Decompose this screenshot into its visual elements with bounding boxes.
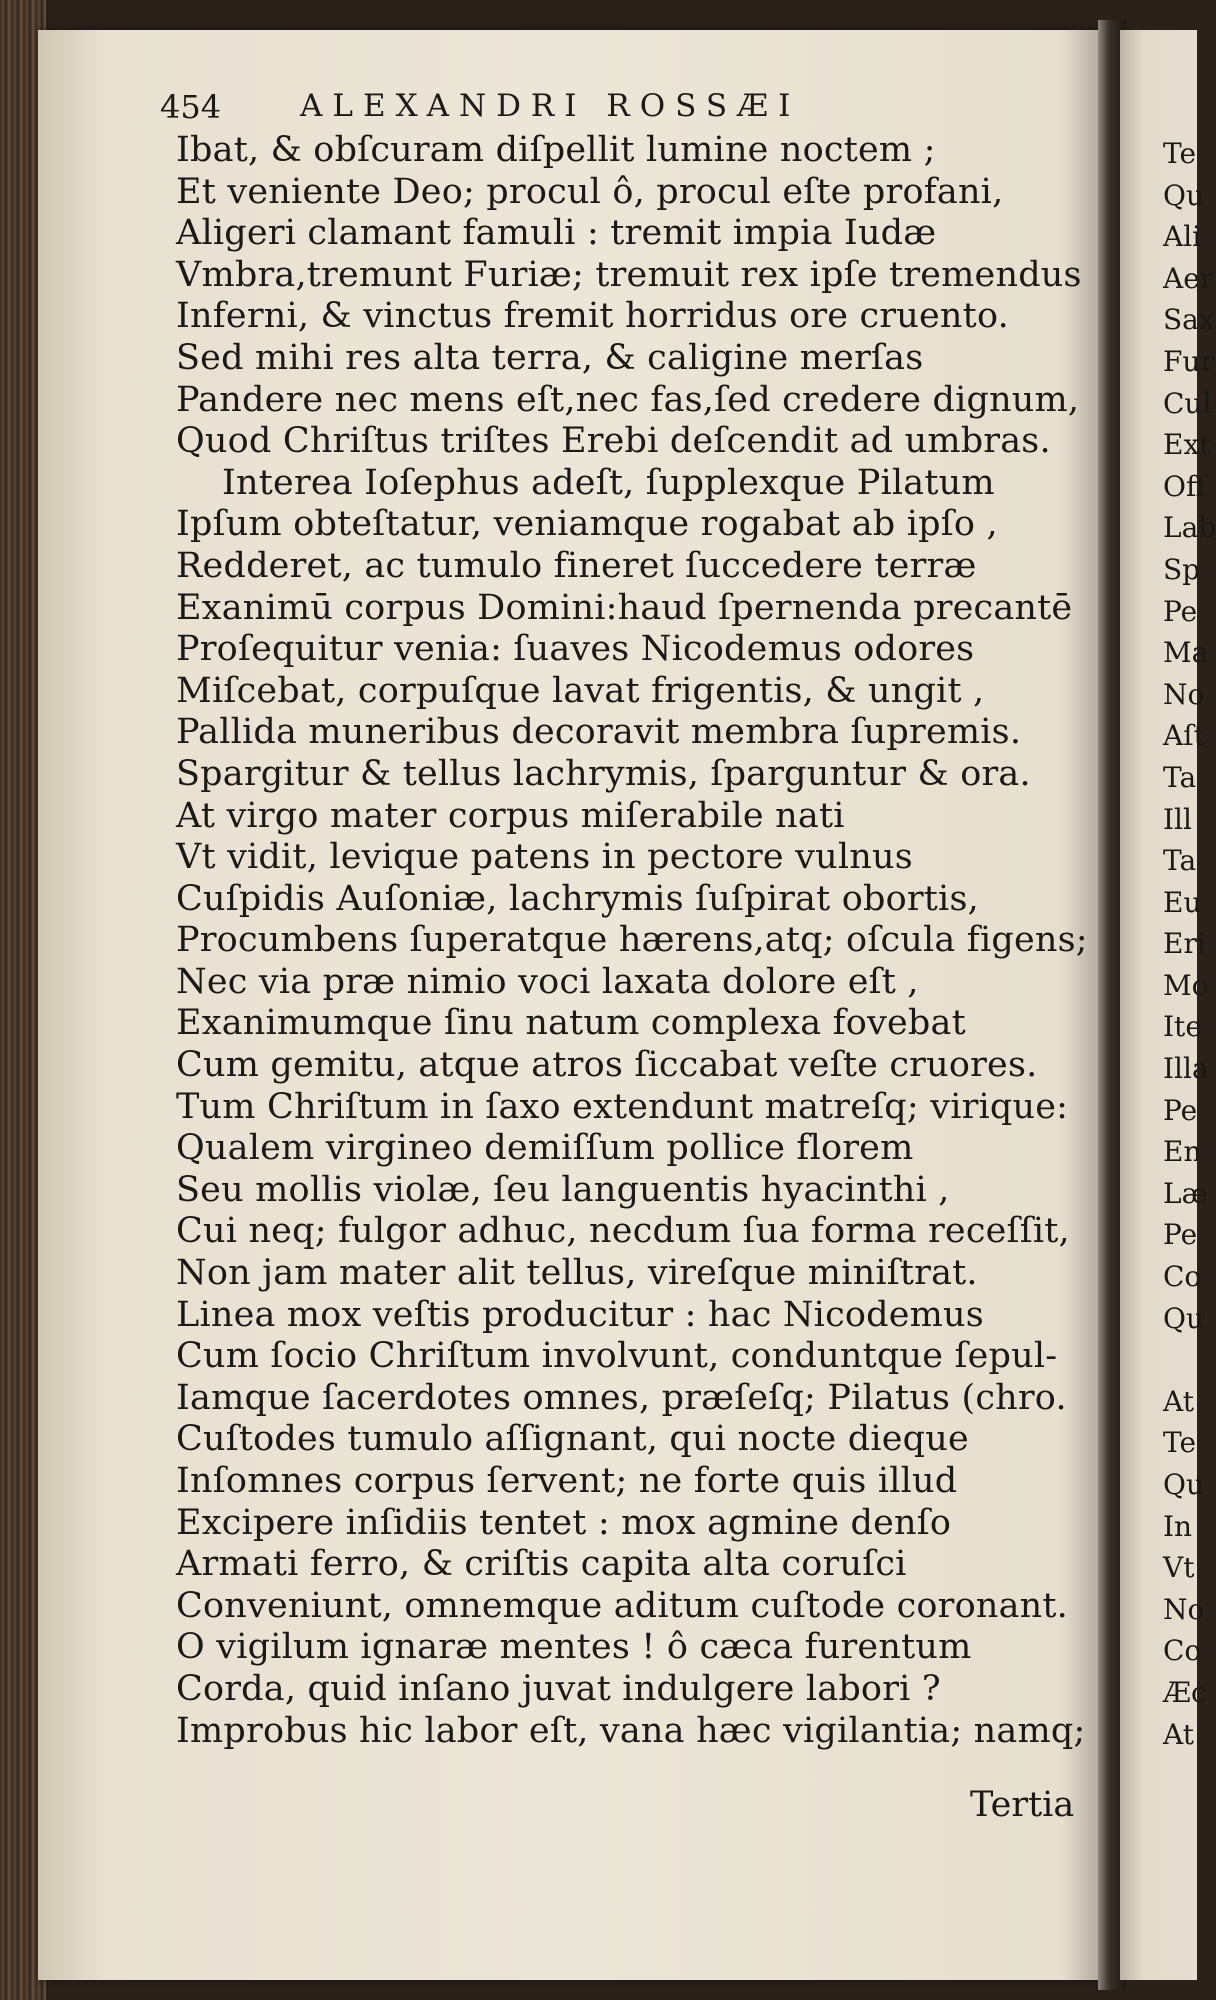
poem-text — [176, 130, 1101, 1752]
text-line: O vigilum ignaræ mentes ! ô cæca furentum — [176, 1627, 972, 1668]
facing-page-fragment: Lab — [1163, 511, 1216, 545]
facing-page-fragment: At — [1163, 1384, 1194, 1418]
text-line: Exanimumque ſinu natum complexa fovebat — [176, 1003, 966, 1044]
text-line: Ipſum obteſtatur, veniamque rogabat ab ipſo , — [176, 504, 998, 545]
facing-page-text — [1163, 133, 1216, 1755]
facing-page-fragment: Eri — [1163, 927, 1206, 961]
facing-page-fragment: Aer — [1163, 261, 1214, 295]
text-line: Vt vidit, levique patens in pectore vulnus — [176, 837, 913, 878]
facing-page-fragment: Ta — [1163, 760, 1197, 794]
text-line: Iamque ſacerdotes omnes, præſeſq; Pilatus (chro. — [176, 1377, 1067, 1418]
facing-page-fragment: In — [1163, 1509, 1193, 1543]
facing-page-fragment: Æc — [1163, 1675, 1207, 1709]
catchword: Tertia — [970, 1785, 1075, 1825]
text-line: Et veniente Deo; procul ô, procul eſte profani, — [176, 171, 1004, 212]
text-line: Cuſpidis Auſoniæ, lachrymis ſuſpirat obortis, — [176, 878, 979, 919]
text-line: Qualem virgineo demiſſum pollice florem — [176, 1128, 914, 1169]
text-line: Ibat, & obſcuram diſpellit lumine noctem ; — [176, 130, 936, 170]
text-line: Pallida muneribus decoravit membra ſupremis. — [176, 712, 1022, 753]
text-line: Non jam mater alit tellus, vireſque miniſtrat. — [176, 1253, 978, 1294]
text-line: Nec via præ nimio voci laxata dolore eſt , — [176, 961, 919, 1002]
page-number: 454 — [160, 88, 222, 126]
text-line: Cum gemitu, atque atros ſiccabat veſte cruores. — [176, 1045, 1038, 1086]
text-line: Excipere inſidiis tentet : mox agmine denſo — [176, 1502, 952, 1543]
text-line: Vmbra,tremunt Furiæ; tremuit rex ipſe tremendus — [176, 254, 1082, 295]
facing-page-fragment: Læ — [1163, 1176, 1208, 1210]
text-line: Proſequitur venia: ſuaves Nicodemus odores — [176, 629, 975, 670]
facing-page-fragment: Pe — [1163, 594, 1198, 628]
facing-page-fragment: Sax — [1163, 303, 1215, 337]
facing-page-fragment: At — [1163, 1717, 1194, 1751]
facing-page-fragment: No — [1163, 677, 1205, 711]
text-line: Quod Chriſtus triſtes Erebi deſcendit ad umbras. — [176, 421, 1051, 462]
page-header — [160, 88, 1060, 134]
facing-page-fragment: En — [1163, 1135, 1202, 1169]
text-line: Procumbens ſuperatque hærens,atq; oſcula figens; — [176, 920, 1088, 961]
text-line: Aligeri clamant famuli : tremit impia Iudæ — [176, 213, 937, 254]
facing-page-fragment: Aſt — [1163, 719, 1205, 753]
facing-page-fragment: Off — [1163, 469, 1206, 503]
facing-page-fragment: No — [1163, 1592, 1205, 1626]
text-line: Seu mollis violæ, ſeu languentis hyacinthi , — [176, 1169, 950, 1210]
facing-page-fragment: Co — [1163, 1634, 1202, 1668]
facing-page-fragment: Mo — [1163, 968, 1209, 1002]
facing-page-fragment: Co — [1163, 1260, 1202, 1294]
text-line: Linea mox veſtis producitur : hac Nicodemus — [176, 1294, 984, 1335]
text-line: Redderet, ac tumulo fineret ſuccedere terræ — [176, 545, 977, 586]
facing-page-fragment: Illa — [1163, 1052, 1209, 1086]
facing-page-fragment: Qu — [1163, 1468, 1204, 1501]
text-line: Interea Ioſephus adeſt, ſupplexque Pilatum — [222, 462, 995, 503]
facing-page-fragment: Vt — [1163, 1551, 1195, 1585]
text-line: Inferni, & vinctus fremit horridus ore cruento. — [176, 296, 1009, 337]
text-line: Miſcebat, corpuſque lavat frigentis, & ungit , — [176, 670, 985, 711]
text-line: Inſomnes corpus ſervent; ne forte quis illud — [176, 1461, 958, 1501]
facing-page-fragment: Sp — [1163, 552, 1201, 586]
text-line: Corda, quid inſano juvat indulgere labori ? — [176, 1668, 941, 1709]
facing-page-fragment: Fur — [1163, 344, 1214, 378]
text-line: Sed mihi res alta terra, & caligine merſas — [176, 337, 924, 378]
facing-page-fragment: Qu — [1163, 178, 1204, 212]
text-line: Cuſtodes tumulo aſſignant, qui nocte dieque — [176, 1419, 969, 1460]
text-line: Armati ferro, & criſtis capita alta coruſci — [176, 1544, 907, 1585]
facing-page-fragment: Ill — [1163, 802, 1192, 836]
text-line: Cum ſocio Chriſtum involvunt, conduntque ſepul- — [176, 1336, 1058, 1377]
facing-page-fragment: Ta — [1163, 844, 1197, 878]
text-line: Pandere nec mens eſt,nec fas,ſed credere dignum, — [176, 379, 1080, 420]
facing-page-fragment: Te — [1163, 137, 1197, 170]
facing-page-fragment: Te — [1163, 1426, 1197, 1460]
facing-page-fragment: Ali — [1163, 220, 1202, 254]
text-line: Cui neq; fulgor adhuc, necdum ſua forma receſſit, — [176, 1211, 1070, 1252]
facing-page-fragment: Pe — [1163, 1093, 1198, 1127]
text-line: Conveniunt, omnemque aditum cuſtode coronant. — [176, 1585, 1068, 1626]
text-line: At virgo mater corpus miſerabile nati — [176, 795, 845, 836]
facing-page-fragment: Eu — [1163, 885, 1202, 919]
text-line: Spargitur & tellus lachrymis, ſparguntur & ora. — [176, 753, 1031, 794]
facing-page-fragment: Ite — [1163, 1010, 1202, 1044]
text-line: Tum Chriſtum in ſaxo extendunt matreſq; virique: — [176, 1086, 1069, 1127]
running-title: ALEXANDRI ROSSÆI — [300, 88, 801, 124]
facing-page-fragment: Qu — [1163, 1301, 1204, 1335]
text-line: Improbus hic labor eſt, vana hæc vigilantia; namq; — [176, 1710, 1086, 1751]
facing-page-fragment: Cul — [1163, 386, 1212, 420]
facing-page-fragment: Pe — [1163, 1218, 1198, 1252]
text-line: Exanimū corpus Domini:haud ſpernenda precantē — [176, 587, 1073, 628]
facing-page-fragment: Ma — [1163, 636, 1209, 670]
facing-page-fragment: Ext — [1163, 428, 1211, 462]
facing-page-fragment — [1163, 1339, 1197, 1381]
